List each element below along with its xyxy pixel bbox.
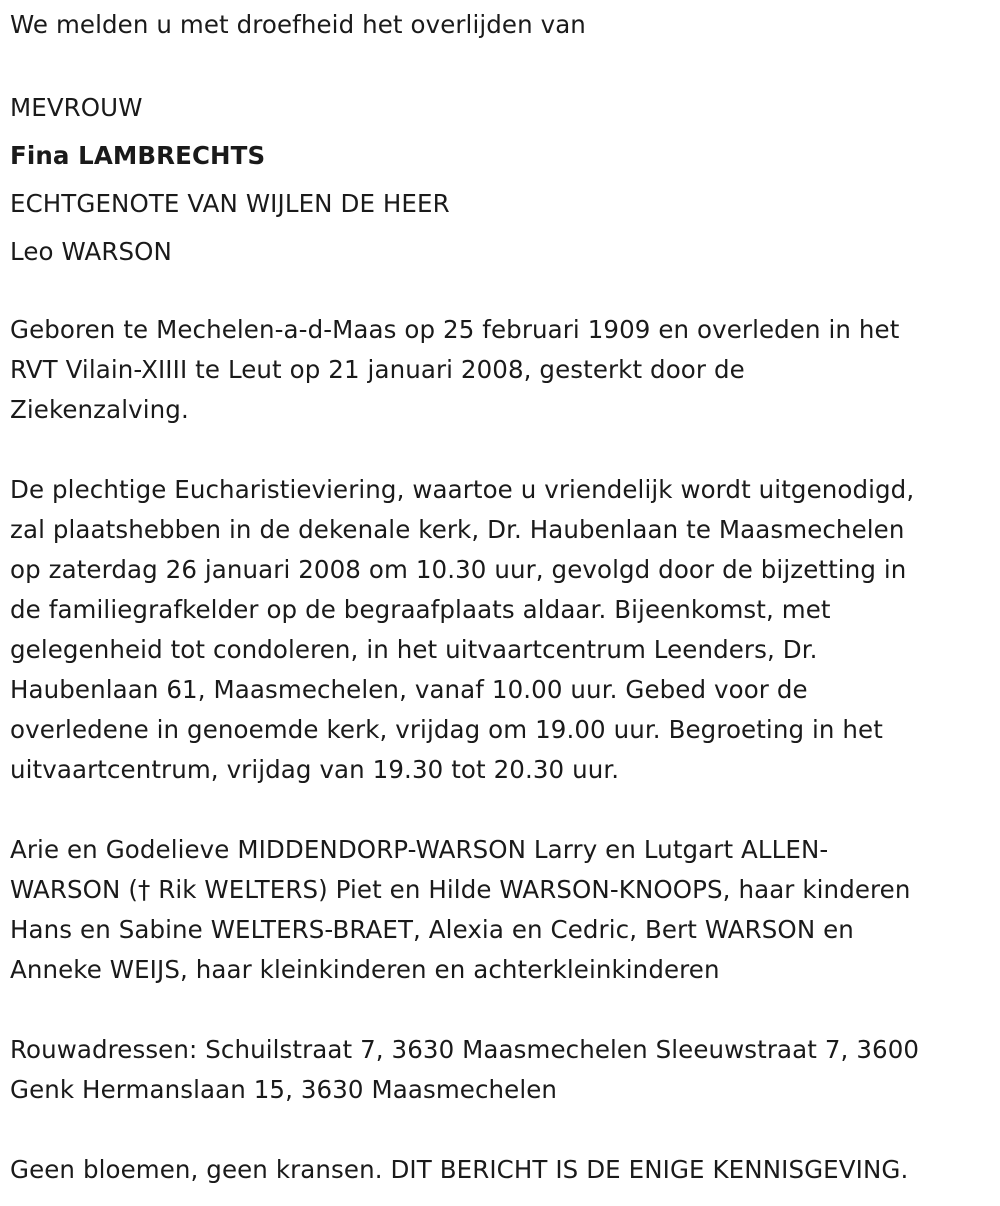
paragraph-line: overledene in genoemde kerk, vrijdag om 19.00 uur. Begroeting in het [10, 715, 883, 744]
deceased-title: MEVROUW [10, 93, 143, 122]
paragraph-line: Haubenlaan 61, Maasmechelen, vanaf 10.00 uur. Gebed voor de [10, 675, 808, 704]
paragraph-line: uitvaartcentrum, vrijdag van 19.30 tot 20.30 uur. [10, 755, 620, 784]
family-paragraph [10, 830, 995, 990]
paragraph-line: gelegenheid tot condoleren, in het uitvaartcentrum Leenders, Dr. [10, 635, 818, 664]
paragraph-line: zal plaatshebben in de dekenale kerk, Dr. Haubenlaan te Maasmechelen [10, 515, 905, 544]
intro-text: We melden u met droefheid het overlijden van [10, 10, 586, 39]
ceremony-paragraph [10, 470, 995, 790]
paragraph-line: Rouwadressen: Schuilstraat 7, 3630 Maasmechelen Sleeuwstraat 7, 3600 [10, 1035, 920, 1064]
closing-text: Geen bloemen, geen kransen. DIT BERICHT IS DE ENIGE KENNISGEVING. [10, 1155, 909, 1184]
addresses-paragraph [10, 1030, 995, 1110]
paragraph-line: WARSON († Rik WELTERS) Piet en Hilde WARSON-KNOOPS, haar kinderen [10, 875, 911, 904]
death-notice [10, 4, 995, 1190]
deceased-name: Fina LAMBRECHTS [10, 141, 266, 170]
paragraph-line: De plechtige Eucharistieviering, waartoe u vriendelijk wordt uitgenodigd, [10, 475, 915, 504]
birth-death-paragraph [10, 310, 995, 430]
paragraph-line: Genk Hermanslaan 15, 3630 Maasmechelen [10, 1075, 558, 1104]
relation-text: ECHTGENOTE VAN WIJLEN DE HEER [10, 189, 450, 218]
closing-paragraph [10, 1150, 995, 1190]
paragraph-line: op zaterdag 26 januari 2008 om 10.30 uur, gevolgd door de bijzetting in [10, 555, 907, 584]
paragraph-line: de familiegrafkelder op de begraafplaats aldaar. Bijeenkomst, met [10, 595, 831, 624]
paragraph-line: Anneke WEIJS, haar kleinkinderen en achterkleinkinderen [10, 955, 720, 984]
paragraph-line: Arie en Godelieve MIDDENDORP-WARSON Larry en Lutgart ALLEN- [10, 835, 829, 864]
spouse-name: Leo WARSON [10, 237, 172, 266]
paragraph-line: RVT Vilain-XIIII te Leut op 21 januari 2008, gesterkt door de [10, 355, 745, 384]
paragraph-line: Hans en Sabine WELTERS-BRAET, Alexia en Cedric, Bert WARSON en [10, 915, 854, 944]
paragraph-line: Geboren te Mechelen-a-d-Maas op 25 februari 1909 en overleden in het [10, 315, 900, 344]
paragraph-line: Ziekenzalving. [10, 395, 189, 424]
